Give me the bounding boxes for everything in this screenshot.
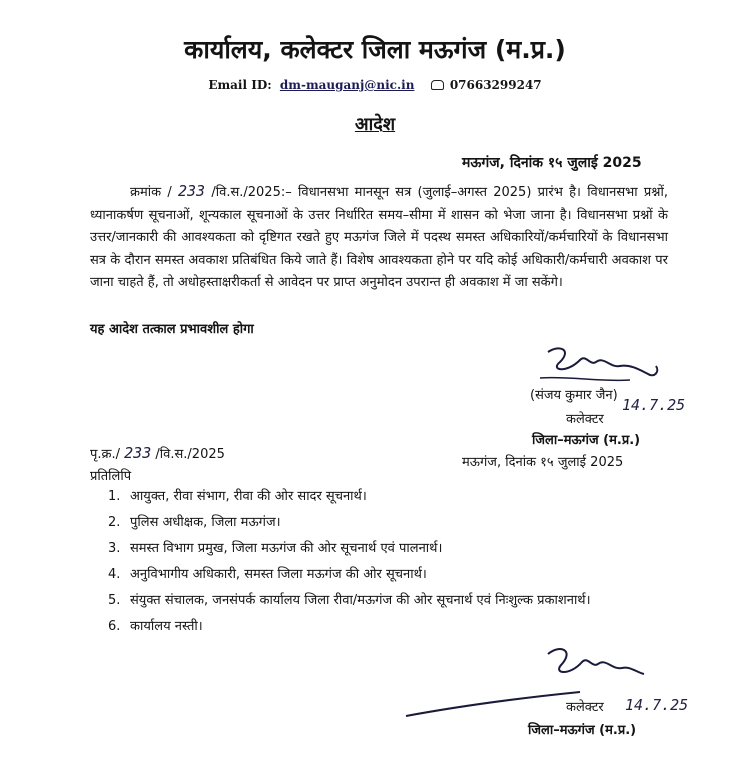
signature-date-1: 14.7.25 [622, 396, 686, 414]
office-title: कार्यालय, कलेक्टर जिला मऊगंज (म.प्र.) [184, 35, 566, 64]
endorsement-number [90, 444, 225, 462]
endorse-number: 233 [124, 444, 152, 462]
list-item: 5. संयुक्त संचालक, जनसंपर्क कार्यालय जिला रीवा/मऊगंज की ओर सूचनार्थ एवं निःशुल्क प्रकाशनार्थ। [108, 593, 591, 608]
effect-statement: यह आदेश तत्काल प्रभावशील होगा [90, 322, 254, 337]
email-link[interactable]: dm-mauganj@nic.in [279, 78, 415, 92]
list-item: 3. समस्त विभाग प्रमुख, जिला मऊगंज की ओर सूचनार्थ एवं पालनार्थ। [108, 541, 443, 556]
list-item: 2. पुलिस अधीक्षक, जिला मऊगंज। [108, 515, 281, 530]
signature2-designation: कलेक्टर [566, 700, 604, 715]
endorse-suffix: /वि.स./2025 [155, 447, 225, 462]
signature-date-2: 14.7.25 [625, 696, 689, 714]
endorsement-dateline: मऊगंज, दिनांक १५ जुलाई 2025 [462, 455, 624, 470]
order-heading: आदेश [354, 114, 396, 135]
signature2-district: जिला–मऊगंज (म.प्र.) [528, 723, 637, 738]
order-dateline: मऊगंज, दिनांक १५ जुलाई 2025 [462, 155, 642, 171]
phone-icon [431, 80, 444, 90]
signatory-designation: कलेक्टर [566, 412, 604, 427]
ref-suffix: /वि.स./2025:– [211, 185, 292, 200]
endorse-prefix: पृ.क्र./ [90, 447, 121, 462]
list-item: 4. अनुविभागीय अधिकारी, समस्त जिला मऊगंज की ओर सूचनार्थ। [108, 567, 427, 582]
contact-line [0, 78, 750, 92]
order-body [90, 180, 668, 295]
order-text: विधानसभा मानसून सत्र (जुलाई–अगस्त 2025) प्रारंभ है। विधानसभा प्रश्नों, ध्यानाकर्षण सूचनाओं, शून्यकाल सूचनाओं के उत्तर निर्धारित समय–सीमा में शासन को भेजा जाना है। विधानसभा प्रश्नों के उत्तर/जानकारी की आवश्यकता को दृष्टिगत रखते हुए मऊगंज जिले में पदस्थ समस्त अधिकारियों/कर्मचारियों के विधानसभा सत्र के दौरान समस्त अवकाश प्रतिबंधित किये जाते हैं। विशेष आवश्यकता होने पर यदि कोई अधिकारी/कर्मचारी अवकाश पर जाना चाहते हैं, तो अधोहस्ताक्षरीकर्ता से आवेदन पर प्राप्त अनुमोदन उपरान्त ही अवकाश में जा सकेंगे। [90, 185, 668, 290]
signatory-name: (संजय कुमार जैन) [530, 388, 618, 403]
phone-number: 07663299247 [449, 78, 542, 92]
email-label: Email ID: [208, 78, 272, 92]
list-item: 1. आयुक्त, रीवा संभाग, रीवा की ओर सादर सूचनार्थ। [108, 489, 367, 504]
copy-list [108, 488, 668, 644]
copy-heading: प्रतिलिपि [90, 469, 132, 484]
list-item: 6. कार्यालय नस्ती। [108, 619, 203, 634]
signatory-district: जिला–मऊगंज (म.प्र.) [532, 433, 641, 448]
ref-number: 233 [178, 182, 206, 200]
ref-prefix: क्रमांक / [130, 185, 172, 200]
signature-1 [530, 340, 700, 390]
